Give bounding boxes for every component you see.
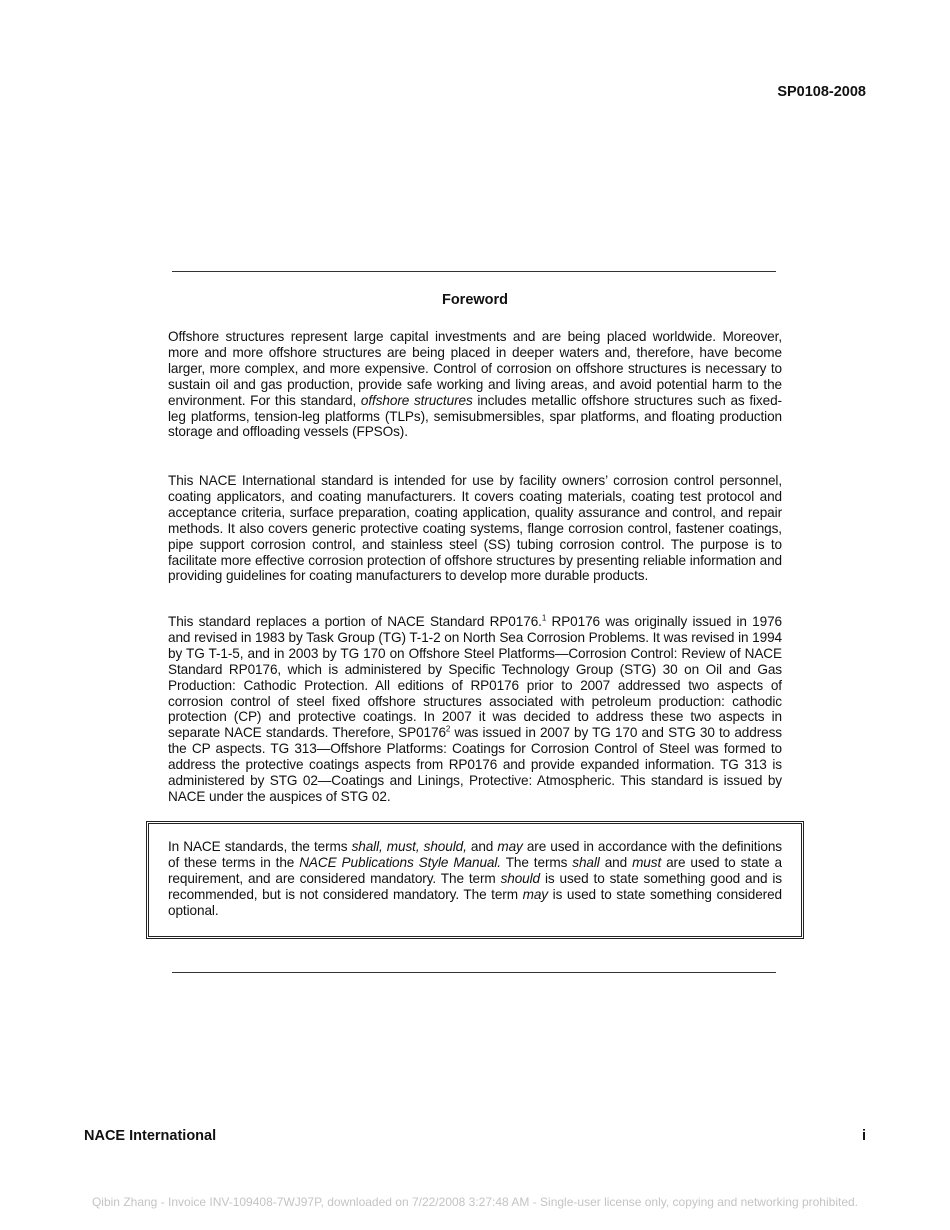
notice-text: are used to state a requirement, and are considered mandatory. The term <box>168 854 782 886</box>
notice-text: are used in accordance with the definitions of these terms in the <box>168 839 782 870</box>
notice-text: is used to state something considered optional. <box>168 886 782 918</box>
notice-term: must <box>632 854 662 870</box>
foreword-paragraph-2 <box>168 473 782 584</box>
notice-text: and <box>466 839 498 854</box>
notice-term: should <box>500 870 541 886</box>
footnote-reference: 1 <box>541 613 547 623</box>
terminology-notice-text <box>168 839 782 919</box>
page-number: i <box>861 1128 866 1144</box>
notice-text: In NACE standards, the terms <box>168 839 352 854</box>
notice-term: shall <box>572 854 600 870</box>
foreword-paragraph-1 <box>168 329 782 440</box>
paragraph-text: was issued in 2007 by TG 170 and STG 30 to address the CP aspects. TG 313—Offshore Platforms: Coatings for Corrosion Control of Steel was formed to address the protective coatings aspects from RP0176 and provide expanded information. TG 313 is administered by STG 02—Coatings and Linings, Protective: Atmospheric. This standard is issued by NACE under the auspices of STG 02. <box>168 725 782 804</box>
paragraph-text: This NACE International standard is intended for use by facility owners’ corrosion control personnel, coating applicators, and coating manufacturers. It covers coating materials, coating test protocol and acceptance criteria, surface preparation, coating application, quality assurance and control, and repair methods. It also covers generic protective coating systems, flange corrosion control, fastener coatings, pipe support corrosion control, and stainless steel (SS) tubing corrosion control. The purpose is to facilitate more effective corrosion protection of offshore structures by presenting reliable information and providing guidelines for coating manufacturers to develop more durable products. <box>168 473 782 584</box>
emphasis-text: offshore structures <box>360 392 473 408</box>
notice-text: The terms <box>500 854 573 870</box>
notice-term: may <box>497 839 523 854</box>
paragraph-text: RP0176 was originally issued in 1976 and revised in 1983 by Task Group (TG) T-1-2 on North Sea Corrosion Problems. It was revised in 1994 by TG T-1-5, and in 2003 by TG 170 on Offshore Steel Platforms—Corrosion Control: Review of NACE Standard RP0176, which is administered by Specific Technology Group (STG) 30 on Oil and Gas Production: Cathodic Protection. All editions of RP0176 prior to 2007 addressed two aspects of corrosion control of steel fixed offshore structures associated with petroleum production: cathodic protection (CP) and protective coatings. In 2007 it was decided to address these two aspects in separate NACE standards. Therefore, SP0176 <box>168 614 782 741</box>
notice-manual-title: NACE Publications Style Manual. <box>299 854 501 870</box>
bottom-divider <box>172 972 776 973</box>
notice-text: is used to state something good and is recommended, but is not considered mandatory. The term <box>168 870 782 902</box>
document-id: SP0108-2008 <box>777 84 866 100</box>
foreword-paragraph-3 <box>168 614 782 805</box>
top-divider <box>172 271 776 272</box>
section-heading: Foreword <box>441 292 509 308</box>
notice-term: shall, must, should, <box>351 839 467 854</box>
license-watermark: Qibin Zhang - Invoice INV-109408-7WJ97P, downloaded on 7/22/2008 3:27:48 AM - Single-user license only, copying and networking prohibited. <box>91 1195 859 1209</box>
notice-term: may <box>522 886 548 902</box>
footnote-reference: 2 <box>445 724 451 734</box>
notice-text: and <box>599 854 633 870</box>
paragraph-text: Offshore structures represent large capital investments and are being placed worldwide. Moreover, more and more offshore structures are being placed in deeper waters and, therefore, have become larger, more complex, and more expensive. Control of corrosion on offshore structures is necessary to sustain oil and gas production, provide safe working and living areas, and avoid potential harm to the environment. For this standard, <box>168 329 782 408</box>
paragraph-text: This standard replaces a portion of NACE Standard RP0176. <box>168 614 542 629</box>
paragraph-text: includes metallic offshore structures such as fixed-leg platforms, tension-leg platforms (TLPs), semisubmersibles, spar platforms, and floating production storage and offloading vessels (FPSOs). <box>168 392 782 440</box>
footer-organization: NACE International <box>84 1128 217 1144</box>
